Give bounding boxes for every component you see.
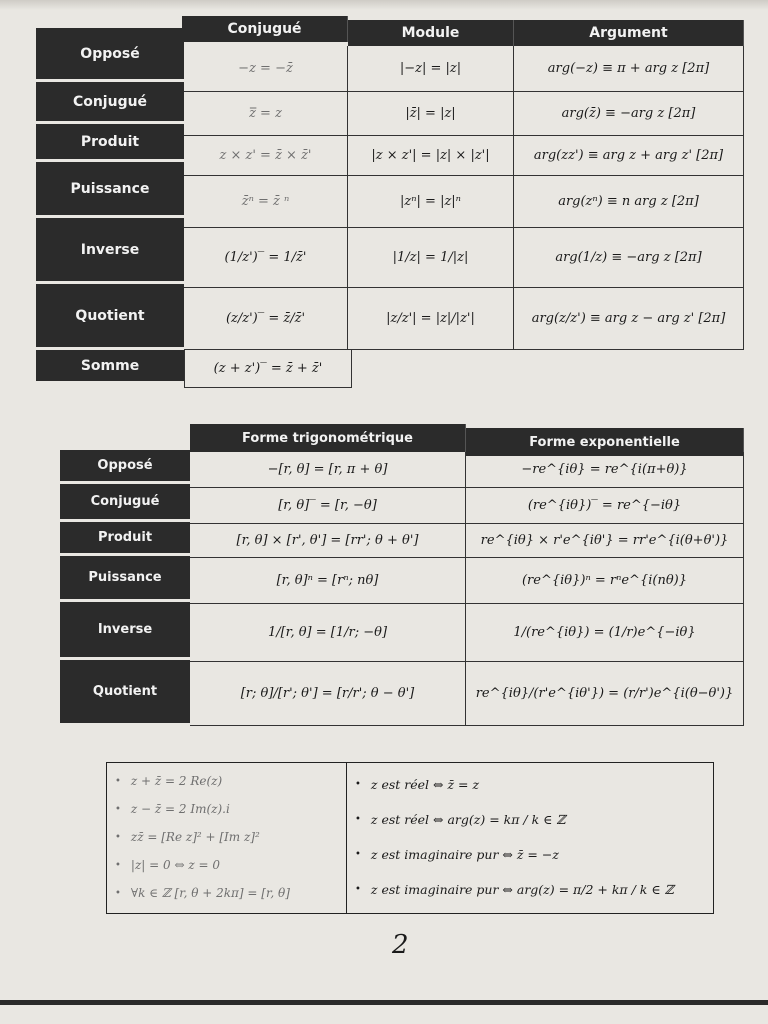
t2-label-oppose: Opposé: [60, 450, 190, 484]
bullet-icon: •: [355, 779, 361, 790]
t1-conj-conjugue: z̿ = z: [184, 92, 348, 136]
t1-arg-inverse: arg(1/z) ≡ −arg z [2π]: [514, 228, 744, 288]
t1-label-quotient: Quotient: [36, 284, 184, 350]
t1-module-puissance: |zⁿ| = |z|ⁿ: [348, 176, 514, 228]
t2-trig-puissance: [r, θ]ⁿ = [rⁿ; nθ]: [190, 558, 466, 604]
property-item: • zz̄ = [Re z]² + [Im z]²: [115, 830, 260, 844]
t2-header-expo: Forme exponentielle: [466, 428, 744, 456]
t1-conj-produit: z × z' = z̄ × z̄': [184, 136, 348, 176]
bullet-icon: •: [115, 859, 121, 871]
bottom-rule: [0, 1000, 768, 1005]
property-item: • |z| = 0 ⇔ z = 0: [115, 858, 220, 872]
t1-arg-quotient: arg(z/z') ≡ arg z − arg z' [2π]: [514, 288, 744, 350]
t1-label-puissance: Puissance: [36, 162, 184, 218]
t1-arg-conjugue: arg(z̄) ≡ −arg z [2π]: [514, 92, 744, 136]
bullet-icon: •: [355, 849, 361, 860]
t2-label-quotient: Quotient: [60, 660, 190, 726]
t2-trig-conjugue: [r, θ]‾ = [r, −θ]: [190, 488, 466, 524]
property-item: • z est réel ⇔ arg(z) = kπ / k ∈ ℤ: [355, 812, 566, 827]
page-top-edge: [0, 0, 768, 10]
t1-conj-quotient: (z/z')‾ = z̄/z̄': [184, 288, 348, 350]
t2-trig-quotient: [r; θ]/[r'; θ'] = [r/r'; θ − θ']: [190, 662, 466, 726]
property-item: • ∀k ∈ ℤ [r, θ + 2kπ] = [r, θ]: [115, 886, 290, 900]
bullet-icon: •: [115, 887, 121, 899]
t1-module-oppose: |−z| = |z|: [348, 46, 514, 92]
t1-label-somme: Somme: [36, 350, 184, 384]
t1-conj-puissance: z̄ⁿ = z̄ ⁿ: [184, 176, 348, 228]
t1-conj-inverse: (1/z')‾ = 1/z̄': [184, 228, 348, 288]
bullet-icon: •: [355, 814, 361, 825]
property-item: • z + z̄ = 2 Re(z): [115, 774, 223, 788]
t2-label-conjugue: Conjugué: [60, 484, 190, 522]
t1-label-produit: Produit: [36, 124, 184, 162]
properties-right-column: [347, 763, 715, 913]
property-item: • z est imaginaire pur ⇔ z̄ = −z: [355, 847, 559, 862]
t2-expo-conjugue: (re^{iθ})‾ = re^{−iθ}: [466, 488, 744, 524]
property-item: • z est réel ⇔ z̄ = z: [355, 777, 480, 792]
t1-conj-somme: (z + z')‾ = z̄ + z̄': [184, 350, 352, 388]
t2-expo-puissance: (re^{iθ})ⁿ = rⁿe^{i(nθ)}: [466, 558, 744, 604]
properties-table-algebraic: [36, 16, 744, 388]
t1-conj-oppose: −z = −z̄: [184, 46, 348, 92]
t1-header-module: Module: [348, 20, 514, 46]
t2-trig-oppose: −[r, θ] = [r, π + θ]: [190, 452, 466, 488]
page-number: 2: [392, 930, 409, 960]
t1-module-inverse: |1/z| = 1/|z|: [348, 228, 514, 288]
t2-trig-produit: [r, θ] × [r', θ'] = [rr'; θ + θ']: [190, 524, 466, 558]
t2-expo-quotient: re^{iθ}/(r'e^{iθ'}) = (r/r')e^{i(θ−θ')}: [466, 662, 744, 726]
t1-arg-oppose: arg(−z) ≡ π + arg z [2π]: [514, 46, 744, 92]
t2-label-produit: Produit: [60, 522, 190, 556]
t1-label-inverse: Inverse: [36, 218, 184, 284]
t1-label-conjugue: Conjugué: [36, 82, 184, 124]
t2-expo-oppose: −re^{iθ} = re^{i(π+θ)}: [466, 452, 744, 488]
t2-label-puissance: Puissance: [60, 556, 190, 602]
t2-expo-produit: re^{iθ} × r'e^{iθ'} = rr'e^{i(θ+θ')}: [466, 524, 744, 558]
t1-header-conjugue: Conjugué: [182, 16, 348, 42]
t1-arg-puissance: arg(zⁿ) ≡ n arg z [2π]: [514, 176, 744, 228]
t2-header-trig: Forme trigonométrique: [190, 424, 466, 452]
property-item: • z est imaginaire pur ⇔ arg(z) = π/2 + kπ / k ∈ ℤ: [355, 882, 674, 897]
t1-module-quotient: |z/z'| = |z|/|z'|: [348, 288, 514, 350]
t1-module-conjugue: |z̄| = |z|: [348, 92, 514, 136]
t1-label-oppose: Opposé: [36, 28, 184, 82]
t2-label-inverse: Inverse: [60, 602, 190, 660]
t1-arg-produit: arg(zz') ≡ arg z + arg z' [2π]: [514, 136, 744, 176]
bullet-icon: •: [115, 831, 121, 843]
bullet-icon: •: [115, 803, 121, 815]
bullet-icon: •: [355, 884, 361, 895]
bullet-icon: •: [115, 775, 121, 787]
t2-trig-inverse: 1/[r, θ] = [1/r; −θ]: [190, 604, 466, 662]
t1-module-produit: |z × z'| = |z| × |z'|: [348, 136, 514, 176]
property-item: • z − z̄ = 2 Im(z).i: [115, 802, 230, 816]
t1-header-argument: Argument: [514, 20, 744, 46]
properties-left-column: [107, 763, 347, 913]
t2-expo-inverse: 1/(re^{iθ}) = (1/r)e^{−iθ}: [466, 604, 744, 662]
properties-box: [106, 762, 714, 914]
properties-table-polar: [60, 424, 744, 734]
